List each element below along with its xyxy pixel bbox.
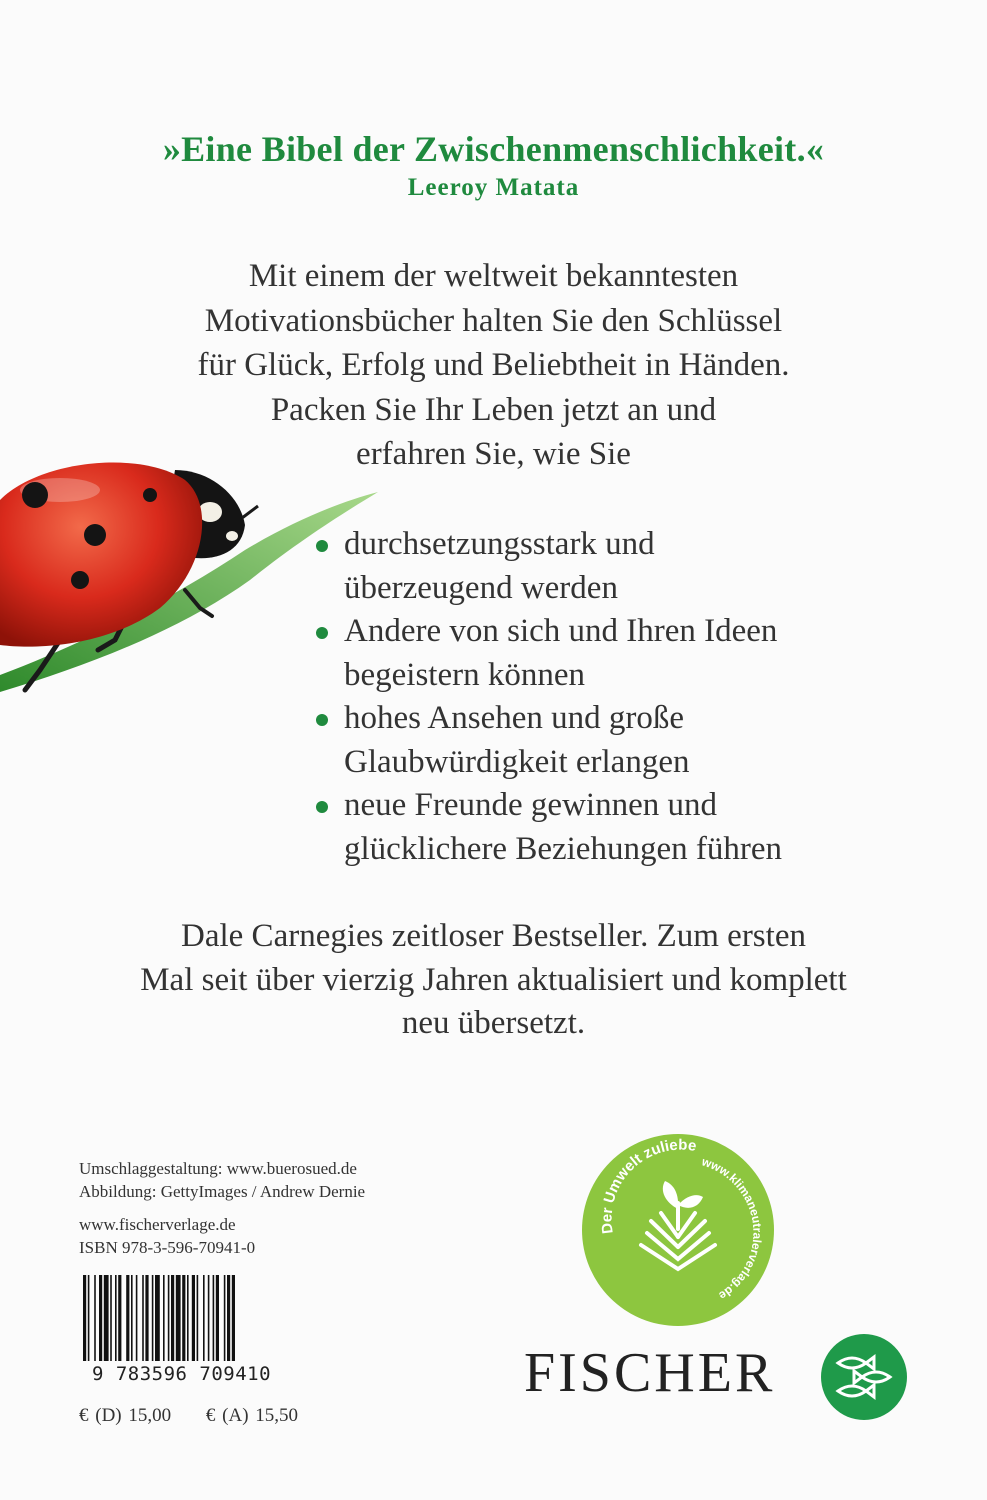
eco-seal-top-text: Der Umwelt zuliebe <box>598 1136 698 1235</box>
intro-line: für Glück, Erfolg und Beliebtheit in Händen. <box>197 347 790 383</box>
list-item-line: neue Freunde gewinnen und <box>344 787 717 823</box>
list-item <box>316 697 936 784</box>
bullet-dot-icon <box>316 627 328 639</box>
illustration-credit: Abbildung: GettyImages / Andrew Dernie <box>79 1182 366 1201</box>
list-item-line: glücklichere Beziehungen führen <box>344 830 782 867</box>
bullet-dot-icon <box>316 714 328 726</box>
outro-paragraph <box>60 915 927 1046</box>
price-austria: € (A) 15,50 <box>205 1405 299 1426</box>
list-item <box>316 610 936 697</box>
list-item-line: Glaubwürdigkeit erlangen <box>344 743 690 780</box>
list-item-line: begeistern können <box>344 656 586 693</box>
benefits-list <box>316 523 936 871</box>
barcode <box>79 1275 284 1390</box>
barcode-digits: 9 783596 709410 <box>79 1361 284 1387</box>
price-line <box>79 1405 326 1427</box>
fischer-fish-logo-icon <box>820 1333 908 1421</box>
outro-line: Dale Carnegies zeitloser Bestseller. Zum ersten <box>181 918 806 954</box>
price-germany: € (D) 15,00 <box>79 1405 172 1426</box>
intro-line: erfahren Sie, wie Sie <box>356 436 631 472</box>
intro-line: Mit einem der weltweit bekanntesten <box>248 258 739 294</box>
publisher-website: www.fischerverlage.de <box>79 1215 236 1234</box>
cover-design-credit: Umschlaggestaltung: www.buerosued.de <box>79 1159 357 1178</box>
quote-author: Leeroy Matata <box>407 174 580 201</box>
intro-line: Packen Sie Ihr Leben jetzt an und <box>270 391 717 428</box>
list-item-line: Andere von sich und Ihren Ideen <box>344 613 778 649</box>
list-item-line: hohes Ansehen und große <box>344 700 685 736</box>
list-item-line: überzeugend werden <box>344 569 618 606</box>
list-item <box>316 523 936 610</box>
outro-line: Mal seit über vierzig Jahren aktualisiert und komplett <box>140 961 847 998</box>
eco-seal-badge <box>581 1133 775 1327</box>
isbn-number: ISBN 978-3-596-70941-0 <box>79 1238 256 1257</box>
quote-text: »Eine Bibel der Zwischenmenschlichkeit.« <box>162 129 825 169</box>
bullet-dot-icon <box>316 801 328 813</box>
intro-line: Motivationsbücher halten Sie den Schlüssel <box>204 302 783 339</box>
imprint-credits <box>79 1157 365 1259</box>
list-item-line: durchsetzungsstark und <box>344 526 655 562</box>
publisher-name: FISCHER <box>524 1342 776 1404</box>
list-item <box>316 784 936 871</box>
outro-line: neu übersetzt. <box>401 1005 586 1041</box>
bullet-dot-icon <box>316 540 328 552</box>
eco-seal-url-text: www.klimaneutralerverlag.de <box>700 1154 765 1304</box>
intro-paragraph <box>130 254 857 477</box>
